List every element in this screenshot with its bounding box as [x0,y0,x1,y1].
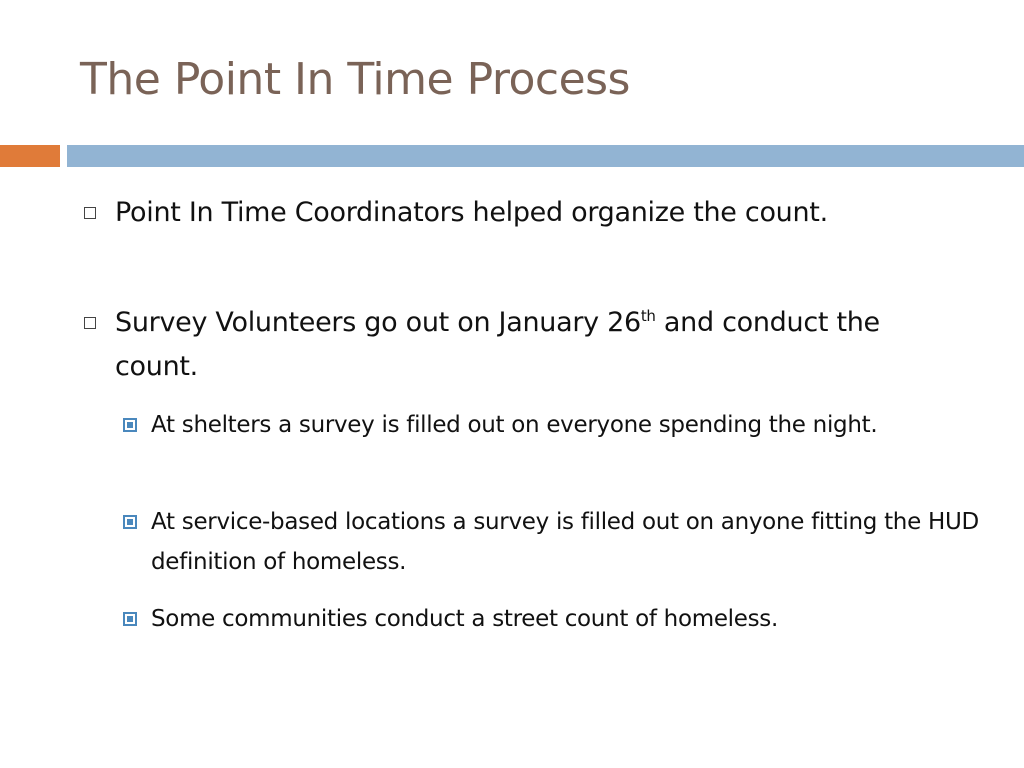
hollow-square-bullet-icon [84,317,96,329]
bullet-volunteers [115,301,935,389]
slide-title: The Point In Time Process [80,54,630,105]
sub-bullet-service-locations: At service-based locations a survey is filled out on anyone fitting the HUD definition of homeless. [151,509,979,575]
bullet-coordinators: Point In Time Coordinators helped organize the count. [115,197,828,228]
filled-square-bullet-icon [123,515,137,529]
bullet-volunteers-text-end: and conduct the count. [115,307,880,382]
filled-square-bullet-icon [123,612,137,626]
bullet-volunteers-text: Survey Volunteers go out on January 26 [115,307,641,338]
hollow-square-bullet-icon [84,207,96,219]
filled-square-bullet-icon [123,418,137,432]
ordinal-suffix: th [640,307,656,325]
sub-bullet-shelters: At shelters a survey is filled out on everyone spending the night. [151,412,878,438]
sub-bullet-street-count: Some communities conduct a street count of homeless. [151,606,778,632]
